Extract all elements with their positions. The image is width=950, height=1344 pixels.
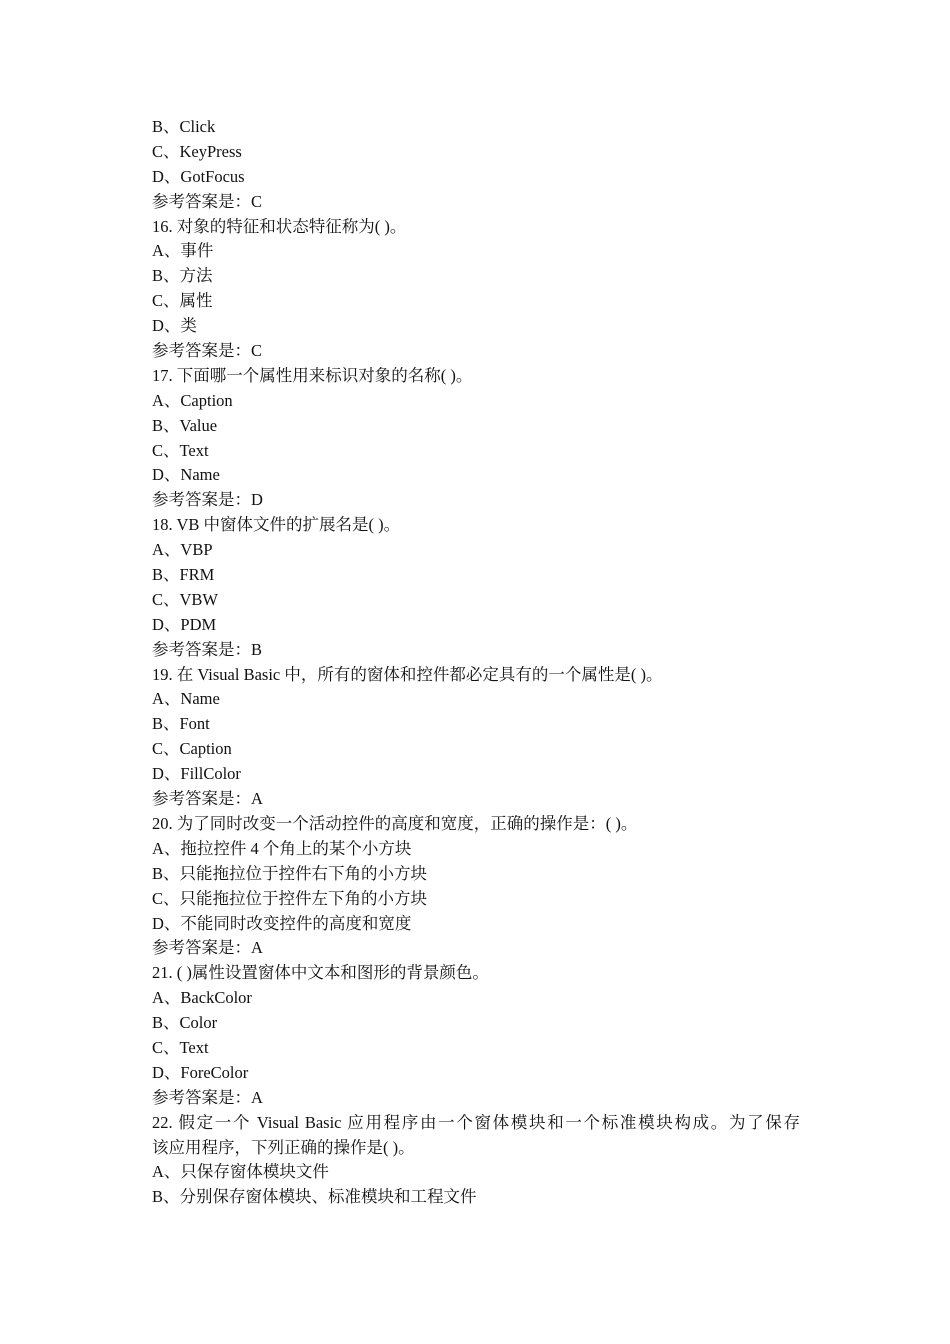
question-16: 16. 对象的特征和状态特征称为( )。 xyxy=(152,216,407,236)
option-line: A、拖拉控件 4 个角上的某个小方块 xyxy=(152,838,412,858)
question-22: 22. 假定一个 Visual Basic 应用程序由一个窗体模块和一个标准模块构成。为了保存 xyxy=(152,1112,800,1132)
option-line: B、分别保存窗体模块、标准模块和工程文件 xyxy=(152,1187,477,1207)
option-line: B、只能拖拉位于控件右下角的小方块 xyxy=(152,863,428,883)
question-21: 21. ( )属性设置窗体中文本和图形的背景颜色。 xyxy=(152,963,489,983)
option-line: A、只保存窗体模块文件 xyxy=(152,1162,329,1182)
question-20: 20. 为了同时改变一个活动控件的高度和宽度，正确的操作是：( )。 xyxy=(152,813,638,833)
option-line: C、Text xyxy=(152,440,209,460)
option-line: D、ForeColor xyxy=(152,1062,249,1082)
option-line: D、Name xyxy=(152,465,220,485)
option-line: B、Color xyxy=(152,1013,218,1033)
option-line: A、事件 xyxy=(152,241,214,261)
answer-line: 参考答案是：A xyxy=(152,1087,263,1107)
answer-line: 参考答案是：A xyxy=(152,789,263,809)
option-line: C、Caption xyxy=(152,739,232,759)
option-line: B、Click xyxy=(152,117,216,136)
option-line: B、方法 xyxy=(152,266,213,286)
answer-line: 参考答案是：A xyxy=(152,938,263,958)
option-line: A、Caption xyxy=(152,390,233,410)
option-line: D、PDM xyxy=(152,614,217,634)
question-list xyxy=(152,115,802,1210)
answer-line: 参考答案是：C xyxy=(152,341,263,361)
question-19: 19. 在 Visual Basic 中，所有的窗体和控件都必定具有的一个属性是( )。 xyxy=(152,664,663,684)
option-line: A、Name xyxy=(152,689,220,709)
question-22-continued: 该应用程序，下列正确的操作是( )。 xyxy=(152,1137,415,1157)
option-line: C、属性 xyxy=(152,291,213,311)
option-line: C、KeyPress xyxy=(152,141,242,161)
option-line: C、只能拖拉位于控件左下角的小方块 xyxy=(152,888,428,908)
option-line: C、VBW xyxy=(152,589,218,609)
option-line: A、BackColor xyxy=(152,988,252,1008)
option-line: D、FillColor xyxy=(152,764,241,784)
option-line: A、VBP xyxy=(152,540,213,560)
option-line: D、GotFocus xyxy=(152,166,245,186)
option-line: B、Value xyxy=(152,415,218,435)
answer-line: 参考答案是：D xyxy=(152,490,263,510)
answer-line: 参考答案是：C xyxy=(152,191,263,211)
answer-line: 参考答案是：B xyxy=(152,639,263,659)
question-17: 17. 下面哪一个属性用来标识对象的名称( )。 xyxy=(152,365,473,385)
option-line: B、FRM xyxy=(152,565,215,585)
option-line: C、Text xyxy=(152,1037,209,1057)
option-line: B、Font xyxy=(152,714,210,734)
option-line: D、不能同时改变控件的高度和宽度 xyxy=(152,913,412,933)
question-18: 18. VB 中窗体文件的扩展名是( )。 xyxy=(152,515,401,535)
option-line: D、类 xyxy=(152,316,197,336)
